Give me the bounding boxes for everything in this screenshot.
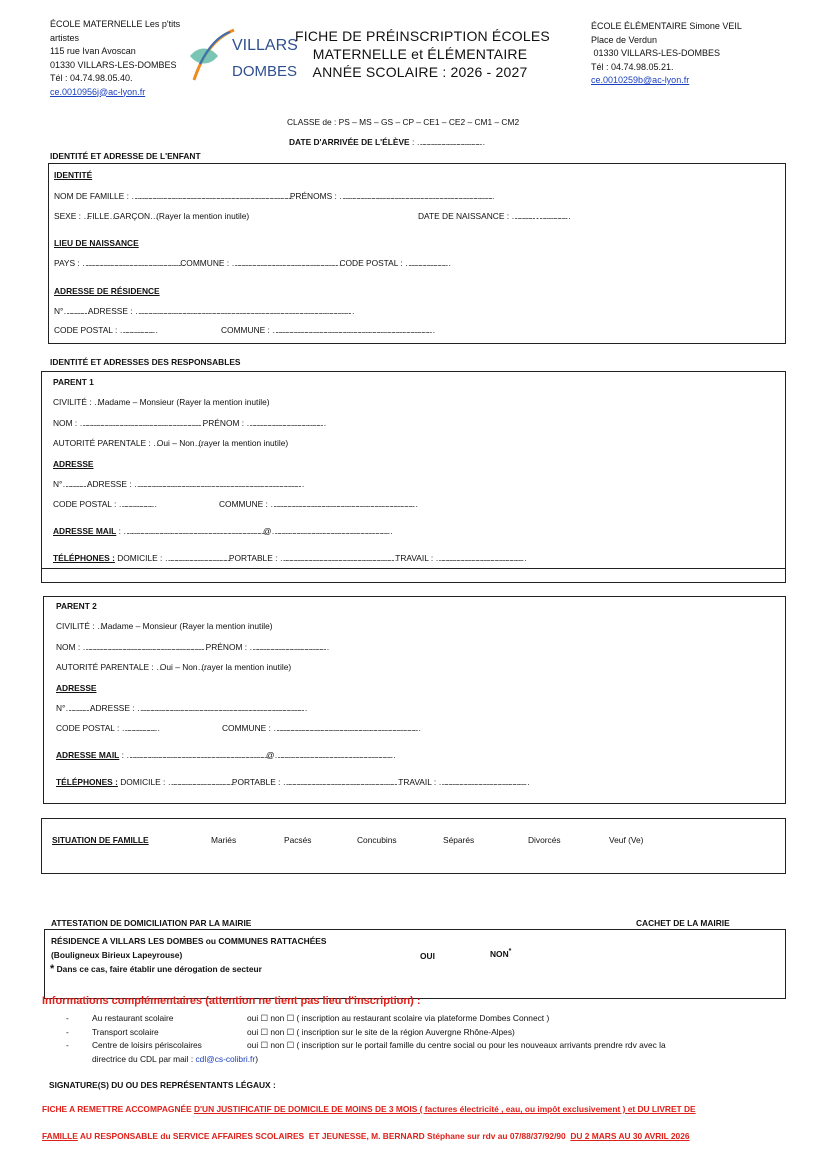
dotted-fill-line: ………………………………………………………………………………	[279, 553, 394, 563]
dotted-fill-line: …	[156, 662, 160, 672]
dotted-fill-line: ……………………………………………………………	[438, 777, 526, 787]
attached-communes: (Bouligneux Birieux Lapeyrouse)	[51, 950, 183, 960]
info-item-restaurant: - Au restaurant scolaire oui ☐ non ☐ ( inscription au restaurant scolaire via plateforme Dombes Connect )	[66, 1012, 666, 1026]
arrival-date[interactable]	[289, 137, 481, 147]
dotted-fill-line: ……………………………………………………………………………………………………………………	[133, 479, 301, 489]
close-paren: )	[255, 1053, 258, 1064]
address-line: 115 rue Ivan Avoscan	[50, 46, 136, 56]
info-cont-text: directrice du CDL par mail :	[92, 1053, 196, 1064]
dotted-fill-line: ……………………………………………	[167, 777, 232, 787]
dotted-fill-line: ………………………………………………………………………………………………………………………………………………………	[134, 306, 351, 316]
asterisk: *	[50, 963, 55, 975]
dotted-fill-line: ………………	[65, 703, 89, 713]
dotted-fill-line: ………………………………………………………………………………	[282, 777, 397, 787]
info-note: ( inscription sur le site de la région Auvergne Rhône-Alpes)	[296, 1026, 515, 1037]
attestation-heading: ATTESTATION DE DOMICILIATION PAR LA MAIRIE	[51, 918, 252, 928]
attestation-oui[interactable]: OUI	[420, 951, 435, 961]
arrival-value: : ……………………………………………	[409, 137, 481, 147]
address-line: ÉCOLE MATERNELLE Les p'tits	[50, 19, 181, 29]
child-address-field[interactable]: N°……………… ADRESSE : ………………………………………………………………………………………………………………………………………………………	[54, 306, 351, 316]
email-value: : …………………………………………………………………………………………………@…………………………………………………………………………………	[119, 750, 392, 760]
child-sex-field[interactable]: SEXE : …FILLE…GARÇON… (Rayer la mention inutile)	[54, 211, 250, 221]
non-label: NON	[490, 948, 509, 959]
info-note: ( inscription sur le portail famille du centre social ou pour les nouveaux arrivants prendre rdv avec la	[296, 1040, 666, 1050]
parent-1-title: PARENT 1	[53, 377, 94, 387]
parent-1-address-heading: ADRESSE	[53, 459, 94, 469]
dotted-fill-line: …	[153, 438, 157, 448]
phones-value: DOMICILE : ……………………………………………PORTABLE : ……………………………………………………………………………… TRAVAIL : ……………………………………………………………	[114, 553, 523, 563]
title-line: MATERNELLE et ÉLÉMENTAIRE	[312, 46, 528, 62]
arrival-label: DATE D'ARRIVÉE DE L'ÉLÈVE	[289, 137, 410, 147]
maternelle-address	[50, 18, 180, 99]
situation-option-separes[interactable]: Séparés	[443, 835, 475, 845]
oui-non-checkboxes[interactable]: oui ☐ non ☐	[247, 1013, 295, 1023]
dotted-fill-line: ………………………	[118, 499, 153, 509]
info-label: Au restaurant scolaire	[92, 1013, 174, 1023]
derogation-note	[50, 963, 262, 975]
address-line: Place de Verdun	[591, 34, 658, 45]
dotted-fill-line: ………………	[511, 211, 535, 221]
parent-2-email[interactable]	[56, 750, 392, 760]
email-label: ADRESSE MAIL	[56, 750, 120, 760]
dotted-fill-line: …	[109, 211, 114, 221]
dotted-fill-line: ……………………………………………………………………………………………………	[270, 499, 414, 509]
email-label: ADRESSE MAIL	[53, 526, 117, 536]
guardians-heading: IDENTITÉ ET ADRESSES DES RESPONSABLES	[50, 357, 241, 367]
note-text: Dans ce cas, faire établir une dérogation de secteur	[56, 964, 262, 974]
villars-logo	[188, 26, 298, 82]
info-note: ( inscription au restaurant scolaire via plateforme Dombes Connect )	[296, 1013, 550, 1023]
info-item-loisirs: - Centre de loisirs périscolaires oui ☐ non ☐ ( inscription sur le portail famille du centre social ou pour les nouveaux arrivants prendre rdv avec la	[66, 1039, 666, 1053]
info-label: Centre de loisirs périscolaires	[92, 1040, 202, 1050]
child-name-field[interactable]: NOM DE FAMILLE : ………………………………………………………………………………………………………………PRÉNOMS : ………………………………………………………………………………………………………….	[54, 191, 493, 201]
footer-text: FICHE A REMETTRE ACCOMPAGNÉE	[42, 1104, 194, 1114]
footer-deadline: DU 2 MARS AU 30 AVRIL 2026	[570, 1131, 690, 1141]
child-commune-field[interactable]: COMMUNE : ………………………………………………………………………………………………………………	[221, 325, 431, 335]
additional-info-list	[66, 1012, 666, 1066]
parent-1-civility[interactable]: CIVILITÉ : …Madame – Monsieur (Rayer la mention inutile)	[53, 397, 270, 407]
address-line: Tél : 04.74.98.05.40.	[50, 73, 133, 83]
parent-2-address[interactable]: N°……………… ADRESSE : ……………………………………………………………………………………………………………………	[56, 703, 304, 713]
footer-line-1	[42, 1104, 696, 1114]
dotted-fill-line: ……………………………………………	[164, 553, 229, 563]
info-item-transport: - Transport scolaire oui ☐ non ☐ ( inscription sur le site de la région Auvergne Rhône-Alpes)	[66, 1026, 666, 1040]
family-situation-label: SITUATION DE FAMILLE	[52, 835, 149, 845]
oui-non-checkboxes[interactable]: oui ☐ non ☐	[247, 1040, 295, 1050]
email-value: : …………………………………………………………………………………………………@…………………………………………………………………………………	[116, 526, 389, 536]
dotted-fill-line: ……………………………………………………………	[435, 553, 523, 563]
classe-line: CLASSE de : PS – MS – GS – CP – CE1 – CE2 – CM1 – CM2	[287, 117, 520, 127]
dotted-fill-line: ……………………………………………………………………………………………………	[273, 723, 417, 733]
dotted-fill-line: ……………………………	[405, 258, 447, 268]
maternelle-email-link[interactable]: ce.0010956j@ac-lyon.fr	[50, 86, 146, 97]
situation-option-pacses[interactable]: Pacsés	[284, 835, 312, 845]
dotted-fill-line: ……………………………………………	[416, 137, 481, 147]
asterisk: *	[508, 948, 512, 955]
divider	[41, 568, 786, 569]
address-line: 01330 VILLARS-LES-DOMBES	[50, 59, 177, 70]
dotted-fill-line: ………………	[63, 306, 87, 316]
dotted-fill-line: ……………………………………………………………………………………	[79, 418, 201, 428]
parent-2-postcode[interactable]: CODE POSTAL : ………………………	[56, 723, 156, 733]
birth-date-field[interactable]: DATE DE NAISSANCE : ……………… ……………………	[418, 211, 567, 221]
phones-label: TÉLÉPHONES :	[53, 553, 115, 563]
phones-value: DOMICILE : ……………………………………………PORTABLE : ……………………………………………………………………………… TRAVAIL : ……………………………………………………………	[117, 777, 526, 787]
elementaire-email-link[interactable]: ce.0010259b@ac-lyon.fr	[591, 75, 690, 85]
dotted-fill-line: …	[194, 438, 199, 448]
attestation-non[interactable]	[490, 948, 511, 959]
family-situation-section	[41, 818, 786, 874]
dotted-fill-line: …	[197, 662, 202, 672]
title-line: FICHE DE PRÉINSCRIPTION ÉCOLES	[295, 28, 550, 44]
parent-2-commune[interactable]: COMMUNE : ……………………………………………………………………………………………………	[222, 723, 417, 733]
parent-1-postcode[interactable]: CODE POSTAL : ………………………	[53, 499, 153, 509]
stamp-heading: CACHET DE LA MAIRIE	[636, 918, 730, 928]
situation-option-divorces[interactable]: Divorcés	[528, 835, 561, 845]
identity-heading: IDENTITÉ	[54, 170, 93, 180]
birthplace-field[interactable]: PAYS : ……………………………………………………………………COMMUNE : ………………………………………………………………………… CODE POSTAL : ……………………………	[54, 258, 447, 268]
dotted-fill-line: ………………………………………………………………………………………………………………	[131, 191, 290, 201]
address-line: artistes	[50, 32, 80, 43]
dotted-fill-line: ……………………………………………………	[246, 418, 322, 428]
dotted-fill-line: …	[93, 397, 98, 407]
dotted-fill-line: …………………………………………………………………………	[231, 258, 338, 268]
dotted-fill-line: ……………………………………………………………………………………	[82, 642, 204, 652]
phones-label: TÉLÉPHONES :	[56, 777, 118, 787]
cdl-email-link[interactable]: cdl@cs-colibri.fr	[195, 1053, 256, 1064]
dotted-fill-line: ………………………………………………………………………………………………………………	[272, 325, 431, 335]
dotted-fill-line: ……………………	[536, 211, 567, 221]
info-label: Transport scolaire	[92, 1026, 159, 1037]
elementaire-address	[591, 20, 742, 88]
situation-option-maries[interactable]: Mariés	[211, 835, 237, 845]
signature-label: SIGNATURE(S) DU OU DES REPRÉSENTANTS LÉGAUX :	[49, 1080, 276, 1090]
parent-2-phones[interactable]	[56, 777, 525, 787]
footer-text-underlined: FAMILLE	[42, 1131, 78, 1141]
dotted-fill-line: ………………	[62, 479, 86, 489]
situation-option-concubins[interactable]: Concubins	[357, 835, 397, 845]
address-line: ÉCOLE ÉLÉMENTAIRE Simone VEIL	[591, 21, 742, 31]
dotted-fill-line: …………………………………………………………………………………	[274, 750, 392, 760]
parent-2-civility[interactable]: CIVILITÉ : …Madame – Monsieur (Rayer la mention inutile)	[56, 621, 273, 631]
child-postcode-field[interactable]: CODE POSTAL : ………………………	[54, 325, 154, 335]
svg-text:VILLARS: VILLARS	[232, 37, 298, 54]
title-line: ANNÉE SCOLAIRE : 2026 - 2027	[312, 64, 528, 80]
dotted-fill-line: ………………………	[119, 325, 154, 335]
child-section-heading: IDENTITÉ ET ADRESSE DE L'ENFANT	[50, 151, 201, 161]
situation-option-veuf[interactable]: Veuf (Ve)	[609, 835, 644, 845]
form-title	[295, 27, 550, 81]
dotted-fill-line: ……………………………………………………………………	[82, 258, 181, 268]
dotted-fill-line: ………………………	[121, 723, 156, 733]
birthplace-heading: LIEU DE NAISSANCE	[54, 238, 139, 248]
parent-1-phones[interactable]	[53, 553, 522, 563]
info-continuation	[66, 1053, 666, 1067]
residence-heading: ADRESSE DE RÉSIDENCE	[54, 286, 160, 296]
dotted-fill-line: …………………………………………………………………………………………………………	[339, 191, 491, 201]
footer-text-underlined: D'UN JUSTIFICATIF DE DOMICILE DE MOINS DE 3 MOIS ( factures électricité , eau, ou impôt exclusivement ) et DU LIVRET DE	[194, 1104, 696, 1114]
parent-2-title: PARENT 2	[56, 601, 97, 611]
parent-2-address-heading: ADRESSE	[56, 683, 97, 693]
dotted-fill-line: …………………………………………………………………………………………………	[126, 750, 266, 760]
parent-1-commune[interactable]: COMMUNE : ……………………………………………………………………………………………………	[219, 499, 414, 509]
parent-2-name[interactable]: NOM : …………………………………………………………………………………… PRÉNOM : ……………………………………………………	[56, 642, 325, 652]
residence-question: RÉSIDENCE A VILLARS LES DOMBES ou COMMUNES RATTACHÉES	[51, 936, 327, 946]
dotted-fill-line: …	[150, 211, 154, 221]
parent-1-name[interactable]: NOM : …………………………………………………………………………………… PRÉNOM : ……………………………………………………	[53, 418, 322, 428]
parent-1-email[interactable]	[53, 526, 389, 536]
dotted-fill-line: ……………………………………………………	[249, 642, 325, 652]
dotted-fill-line: …	[83, 211, 88, 221]
footer-line-2	[42, 1131, 690, 1141]
parent-1-address[interactable]: N°……………… ADRESSE : ……………………………………………………………………………………………………………………	[53, 479, 301, 489]
parent-1-authority[interactable]: AUTORITÉ PARENTALE : …Oui – Non…(rayer la mention inutile)	[53, 438, 289, 448]
oui-non-checkboxes[interactable]: oui ☐ non ☐	[247, 1026, 295, 1037]
dotted-fill-line: ……………………………………………………………………………………………………………………	[136, 703, 304, 713]
address-line: Tél : 04.74.98.05.21.	[591, 61, 674, 72]
footer-text: AU RESPONSABLE du SERVICE AFFAIRES SCOLAIRES ET JEUNESSE, M. BERNARD Stéphane sur rdv au 07/88/37/92/90	[77, 1131, 571, 1141]
address-line: 01330 VILLARS-LES-DOMBES	[591, 48, 721, 58]
svg-text:DOMBES: DOMBES	[232, 63, 298, 80]
additional-info-heading: Informations complémentaires (attention ne tient pas lieu d'inscription) :	[42, 995, 421, 1007]
dotted-fill-line: …	[96, 621, 101, 631]
dotted-fill-line: …………………………………………………………………………………	[271, 526, 389, 536]
dotted-fill-line: …………………………………………………………………………………………………	[123, 526, 263, 536]
parent-2-authority[interactable]: AUTORITÉ PARENTALE : …Oui – Non…(rayer la mention inutile)	[56, 662, 292, 672]
